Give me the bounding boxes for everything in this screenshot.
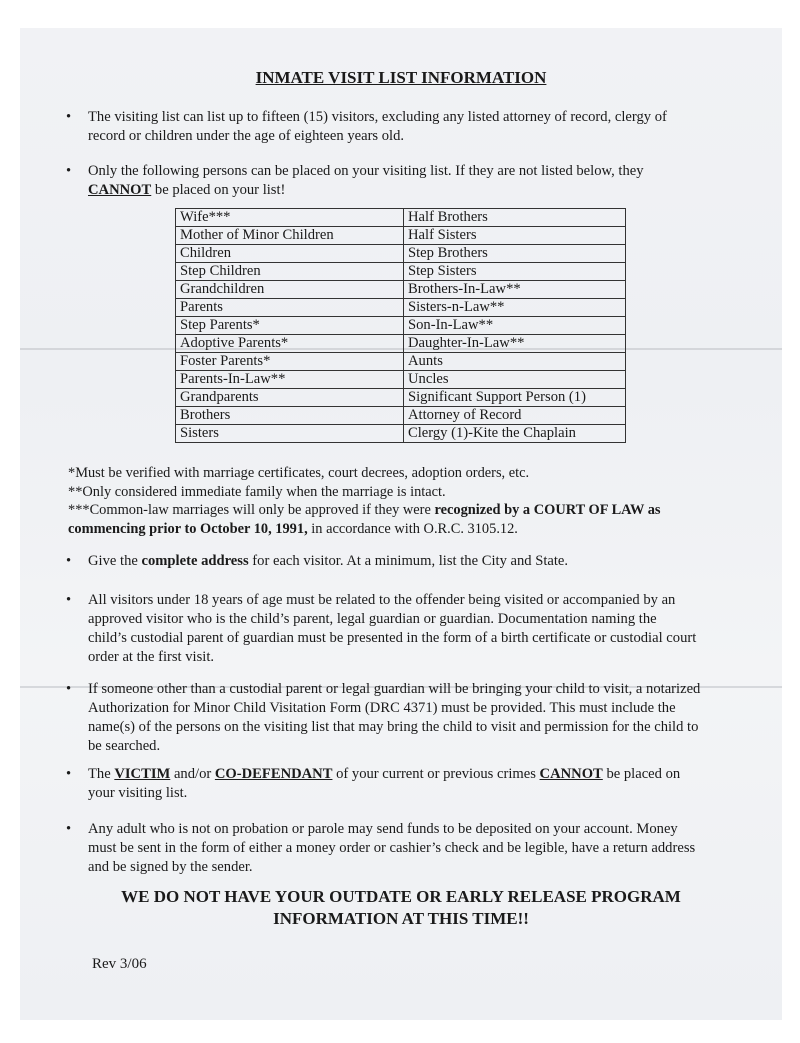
revision-label: Rev 3/06: [92, 956, 147, 972]
table-row: [176, 299, 626, 317]
table-row: [176, 245, 626, 263]
table-cell: Brothers: [176, 407, 404, 425]
bullet-authorization-form: • If someone other than a custodial parent or legal guardian will be bringing your child to visit, a notarized Authorization for Minor Child Visitation Form (DRC 4371) must be provided. This must include the name(s) of the persons on the visiting list that may bring the child to visit and permission for the child to be searched.: [66, 681, 701, 754]
outdate-notice: WE DO NOT HAVE YOUR OUTDATE OR EARLY RELEASE PROGRAM INFORMATION AT THIS TIME!!: [121, 887, 681, 928]
table-cell: Step Brothers: [404, 245, 626, 263]
bullet-icon: •: [66, 766, 72, 782]
table-row: [176, 209, 626, 227]
table-cell: Son-In-Law**: [404, 317, 626, 335]
table-cell: Step Sisters: [404, 263, 626, 281]
table-cell: Children: [176, 245, 404, 263]
table-cell: Brothers-In-Law**: [404, 281, 626, 299]
table-row: [176, 407, 626, 425]
table-cell: Clergy (1)-Kite the Chaplain: [404, 425, 626, 443]
table-row: [176, 335, 626, 353]
table-cell: Grandparents: [176, 389, 404, 407]
bullet-icon: •: [66, 553, 72, 569]
table-cell: Daughter-In-Law**: [404, 335, 626, 353]
document-page: [20, 28, 782, 1020]
table-cell: Half Brothers: [404, 209, 626, 227]
table-row: [176, 281, 626, 299]
bullet-allowed-persons: • Only the following persons can be placed on your visiting list. If they are not listed below, they CANNOT be placed on your list!: [66, 163, 644, 198]
table-row: [176, 227, 626, 245]
bullet-visitor-limit: • The visiting list can list up to fifteen (15) visitors, excluding any listed attorney of record, clergy of record or children under the age of eighteen years old.: [66, 109, 667, 144]
cannot-emphasis: CANNOT: [88, 182, 152, 198]
table-cell: Half Sisters: [404, 227, 626, 245]
table-cell: Sisters: [176, 425, 404, 443]
table-cell: Grandchildren: [176, 281, 404, 299]
bullet-icon: •: [66, 109, 72, 125]
table-row: [176, 317, 626, 335]
table-cell: Wife***: [176, 209, 404, 227]
table-row: [176, 425, 626, 443]
table-row: [176, 371, 626, 389]
bullet-complete-address: • Give the complete address for each visitor. At a minimum, list the City and State.: [66, 553, 569, 569]
bullet-icon: •: [66, 592, 72, 608]
bullet-minor-visitors: • All visitors under 18 years of age must be related to the offender being visited or accompanied by an approved visitor who is the child’s parent, legal guardian or guardian. Documentation naming the child’s custodial parent of guardian must be presented in the form of a birth certificate or custodial court order at the first visit.: [66, 592, 697, 665]
bullet-icon: •: [66, 163, 72, 179]
table-cell: Parents: [176, 299, 404, 317]
table-row: [176, 353, 626, 371]
table-cell: Attorney of Record: [404, 407, 626, 425]
table-cell: Foster Parents*: [176, 353, 404, 371]
footnote-double: **Only considered immediate family when the marriage is intact.: [68, 483, 446, 500]
footnote-triple: ***Common-law marriages will only be approved if they were recognized by a COURT OF LAW as: [68, 502, 661, 518]
table-cell: Adoptive Parents*: [176, 335, 404, 353]
table-row: [176, 389, 626, 407]
table-row: [176, 263, 626, 281]
table-cell: Mother of Minor Children: [176, 227, 404, 245]
table-cell: Parents-In-Law**: [176, 371, 404, 389]
table-cell: Step Parents*: [176, 317, 404, 335]
table-cell: Sisters-n-Law**: [404, 299, 626, 317]
table-cell: Aunts: [404, 353, 626, 371]
footnote-single: *Must be verified with marriage certificates, court decrees, adoption orders, etc.: [68, 465, 530, 481]
allowed-relatives-table: [175, 208, 626, 443]
footnotes: *Must be verified with marriage certificates, court decrees, adoption orders, etc. **Only considered immediate family when the marriage is intact. ***Common-law marriages will only be approved if they were recognized by a COURT OF LAW as commencing prior to October 10, 1991, in accordance with O.R.C. 3105.12.: [68, 465, 661, 537]
table-cell: Significant Support Person (1): [404, 389, 626, 407]
bullet-icon: •: [66, 681, 72, 697]
bullet-icon: •: [66, 821, 72, 837]
document-title: INMATE VISIT LIST INFORMATION: [255, 68, 547, 87]
table-cell: Step Children: [176, 263, 404, 281]
table-cell: Uncles: [404, 371, 626, 389]
bullet-victim-codefendant: • The VICTIM and/or CO-DEFENDANT of your current or previous crimes CANNOT be placed on your visiting list.: [66, 766, 681, 801]
bullet-funds: • Any adult who is not on probation or parole may send funds to be deposited on your account. Money must be sent in the form of either a money order or cashier’s check and be legible, have a return address and be signed by the sender.: [66, 821, 696, 875]
